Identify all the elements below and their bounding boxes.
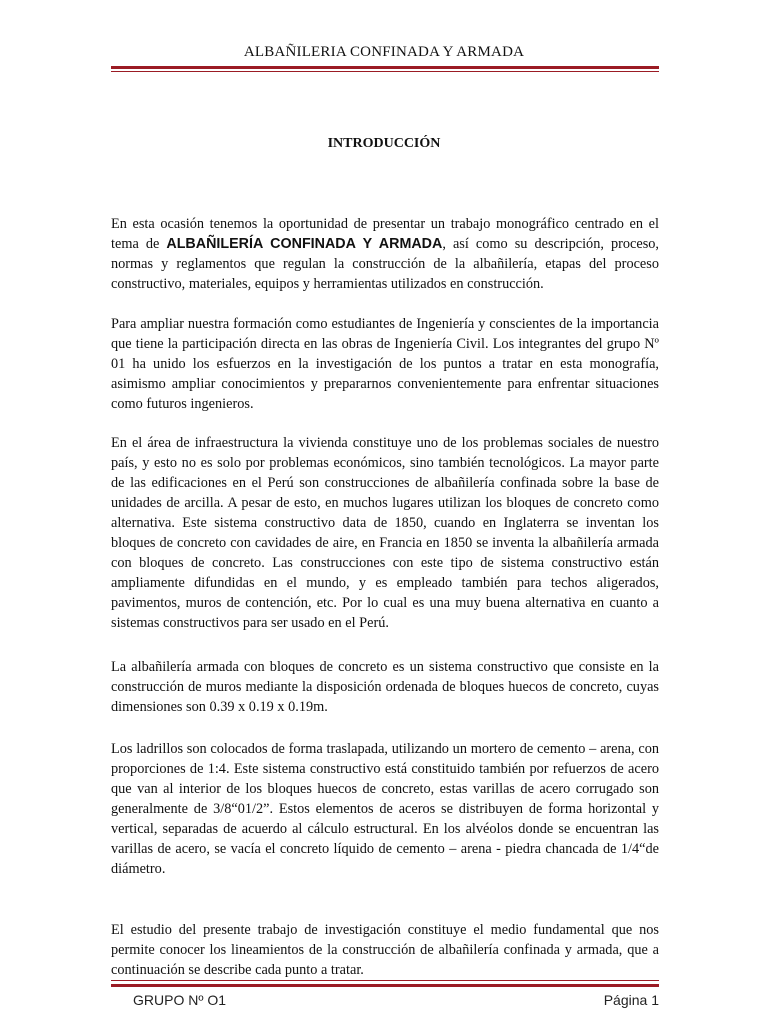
paragraph-5: Los ladrillos son colocados de forma traslapada, utilizando un mortero de cemento – arena, con proporciones de 1:4. Este sistema constructivo está constituido también por refuerzos de acero que van al interior de los bloques huecos de concreto, estas varillas de acero corrugado son generalmente de 3/8“01/2”. Estos elementos de aceros se distribuyen de forma horizontal y vertical, separadas de acuerdo al cálculo estructural. En los alvéolos donde se encuentran las varillas de acero, se vacía el concreto líquido de cemento – arena - piedra chancada de 1/4“de diámetro.: [111, 741, 659, 877]
header-rule-thin: [111, 71, 659, 72]
section-title: INTRODUCCIÓN: [327, 136, 441, 151]
footer-rule-thin: [111, 980, 659, 981]
footer-rule-thick: [111, 984, 659, 987]
paragraph-1-start: En esta ocasión tenemos la oportunidad de presentar un trabajo monográfico centrado en el tema de: [111, 216, 659, 252]
paragraph-3: En el área de infraestructura la vivienda constituye uno de los problemas sociales de nuestro país, y esto no es solo por problemas económicos, sino también tecnológicos. La mayor parte de las edificaciones en el Perú son construcciones de albañilería confinada sobre la base de unidades de arcilla. A pesar de esto, en muchos lugares utilizan los bloques de concreto como alternativa. Este sistema constructivo data de 1850, cuando en Inglaterra se inventan los bloques de concreto con cavidades de aire, en Francia en 1850 se inventa la albañilería armada con bloques de concreto. Las construcciones con este tipo de sistema constructivo están ampliamente difundidas en el mundo, y es empleado también para techos aligerados, pavimentos, muros de contención, etc. Por lo cual es una muy buena alternativa en cuanto a sistemas constructivos para ser usado en el Perú.: [111, 435, 659, 631]
header-rule-thick: [111, 66, 659, 69]
paragraph-4: La albañilería armada con bloques de concreto es un sistema constructivo que consiste en la construcción de muros mediante la disposición ordenada de bloques huecos de concreto, cuyas dimensiones son 0.39 x 0.19 x 0.19m.: [111, 659, 659, 715]
header-title: ALBAÑILERIA CONFINADA Y ARMADA: [243, 44, 525, 60]
paragraph-1: [111, 214, 659, 294]
paragraph-6: El estudio del presente trabajo de investigación constituye el medio fundamental que nos permite conocer los lineamientos de la construcción de albañilería confinada y armada, que a continuación se describe cada punto a tratar.: [111, 922, 659, 978]
footer-group-label: GRUPO Nº O1: [133, 992, 227, 1008]
paragraph-2: Para ampliar nuestra formación como estudiantes de Ingeniería y conscientes de la importancia que tiene la participación directa en las obras de Ingeniería Civil. Los integrantes del grupo Nº 01 ha unido los esfuerzos en la investigación de los puntos a tratar en esta monografía, asimismo ampliar conocimientos y prepararnos convenientemente para enfrentar situaciones como futuros ingenieros.: [111, 316, 659, 412]
page-number: Página 1: [603, 992, 659, 1008]
paragraph-1-end: , así como su descripción, proceso, normas y reglamentos que regulan la construcción de la albañilería, etapas del proceso constructivo, materiales, equipos y herramientas utilizados en construcción.: [111, 236, 660, 292]
paragraph-1-bold-title: ALBAÑILERÍA CONFINADA Y ARMADA: [166, 236, 443, 252]
